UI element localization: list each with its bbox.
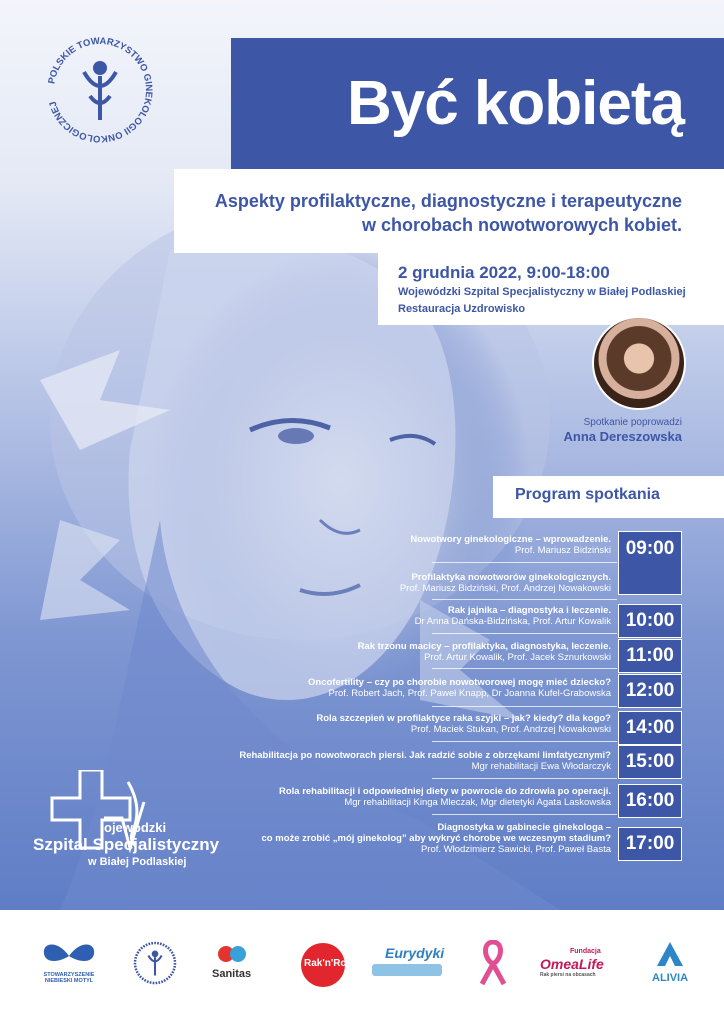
agenda-title: Diagnostyka w gabinecie ginekologa – — [437, 822, 611, 833]
divider — [432, 814, 617, 815]
ptgo-logo-small — [130, 938, 180, 988]
agenda-speakers: Prof. Mariusz Bidziński — [514, 545, 611, 556]
event-venue-room: Restauracja Uzdrowisko — [398, 303, 526, 315]
divider — [432, 706, 617, 707]
host-label: Spotkanie poprowadzi — [583, 417, 682, 428]
divider — [432, 668, 617, 669]
host-photo — [592, 316, 686, 410]
time-slot: 12:00 — [618, 674, 682, 708]
divider — [432, 633, 617, 634]
agenda-title: Rak jajnika – diagnostyka i leczenie. — [447, 605, 611, 616]
agenda-speakers: Prof. Robert Jach, Prof. Paweł Knapp, Dr Joanna Kufel-Grabowska — [328, 688, 611, 699]
time-slot: 11:00 — [618, 639, 682, 673]
hospital-name-1: ojewódzki — [104, 820, 167, 835]
agenda-title: Rola rehabilitacji i odpowiedniej diety w powrocie do zdrowia po operacji. — [278, 786, 611, 797]
agenda-item — [410, 534, 611, 556]
niebieski-motyl-text: STOWARZYSZENIE NIEBIESKI MOTYL — [43, 972, 95, 984]
agenda-speakers: Mgr rehabilitacji Ewa Włodarczyk — [471, 761, 611, 772]
agenda-title: Rehabilitacja po nowotworach piersi. Jak radzić sobie z obrzękami limfatycznymi? — [239, 750, 611, 761]
program-heading: Program spotkania — [515, 486, 660, 503]
divider — [432, 778, 617, 779]
subtitle-line-1: Aspekty profilaktyczne, diagnostyczne i terapeutyczne — [214, 191, 682, 211]
butterfly-logo — [38, 940, 100, 974]
agenda-item — [316, 713, 611, 735]
agenda-title: Rak trzonu macicy – profilaktyka, diagnostyka, leczenie. — [357, 641, 611, 652]
time-slot: 17:00 — [618, 827, 682, 861]
ptgo-logo — [40, 30, 160, 150]
agenda-title: Nowotwory ginekologiczne – wprowadzenie. — [410, 534, 611, 545]
agenda-title: Rola szczepień w profilaktyce raka szyjki – jak? kiedy? dla kogo? — [316, 713, 611, 724]
agenda-speakers: Prof. Włodzimierz Sawicki, Prof. Paweł Basta — [420, 844, 611, 855]
fundacja-text: Fundacja — [570, 948, 601, 955]
sanitas-logo — [217, 944, 247, 964]
program-heading-box — [493, 476, 724, 518]
pink-ribbon-icon — [478, 940, 508, 986]
sponsors-bar — [0, 910, 724, 1024]
event-date: 2 grudnia 2022, 9:00-18:00 — [398, 263, 610, 282]
time-slot: 14:00 — [618, 711, 682, 745]
eurydyki-text: Eurydyki — [385, 945, 445, 961]
subtitle-banner — [174, 169, 724, 253]
agenda-item — [308, 677, 611, 699]
agenda-speakers: Prof. Artur Kowalik, Prof. Jacek Sznurkowski — [424, 652, 611, 663]
divider — [432, 562, 617, 563]
agenda-title: Oncofertility – czy po chorobie nowotworowej mogę mieć dziecko? — [308, 677, 611, 688]
alivia-logo — [655, 940, 685, 968]
time-slot: 10:00 — [618, 604, 682, 638]
agenda-speakers: Dr Anna Dańska-Bidzińska, Prof. Artur Kowalik — [414, 616, 611, 627]
alivia-text: ALIVIA — [652, 972, 689, 984]
agenda-title: Profilaktyka nowotworów ginekologicznych. — [411, 572, 611, 583]
hospital-name-2: Szpital Specjalistyczny — [33, 835, 220, 854]
subtitle-line-2: w chorobach nowotworowych kobiet. — [361, 215, 682, 235]
agenda-item — [358, 641, 611, 663]
time-slot: 16:00 — [618, 784, 682, 818]
time-slot: 15:00 — [618, 745, 682, 779]
event-info-box — [378, 253, 724, 325]
host-name: Anna Dereszowska — [563, 429, 682, 444]
raknroll-text: Rak'n'Roll — [304, 958, 353, 969]
page-title: Być kobietą — [346, 69, 684, 138]
sanitas-text: Sanitas — [212, 968, 252, 980]
agenda-title-cont: co może zrobić „mój ginekolog” aby wykryć chorobę we wczesnym stadium? — [261, 833, 611, 844]
time-slot: 09:00 — [618, 531, 682, 595]
divider — [432, 741, 617, 742]
agenda-item — [415, 605, 611, 627]
event-venue: Wojewódzki Szpital Specjalistyczny w Białej Podlaskiej — [398, 286, 686, 298]
omealife-text: OmeaLife — [540, 956, 604, 972]
agenda-item — [279, 786, 611, 808]
agenda-item — [400, 572, 611, 594]
agenda-speakers: Prof. Maciek Stukan, Prof. Andrzej Nowakowski — [410, 724, 611, 735]
agenda-item — [239, 750, 611, 772]
svg-text:POLSKIE TOWARZYSTWO GINEKOLOGI: POLSKIE TOWARZYSTWO GINEKOLOGII ONKOLOGICZNEJ — [46, 35, 155, 145]
omealife-tagline: Rak piersi na obcasach — [540, 972, 596, 978]
agenda-item — [262, 822, 611, 855]
agenda-speakers: Prof. Mariusz Bidziński, Prof. Andrzej Nowakowski — [399, 583, 611, 594]
title-banner — [231, 38, 724, 169]
eurydyki-bar — [372, 964, 442, 976]
divider — [432, 599, 617, 600]
agenda-speakers: Mgr rehabilitacji Kinga Mleczak, Mgr dietetyki Agata Laskowska — [344, 797, 611, 808]
hospital-name-3: w Białej Podlaskiej — [88, 856, 187, 868]
